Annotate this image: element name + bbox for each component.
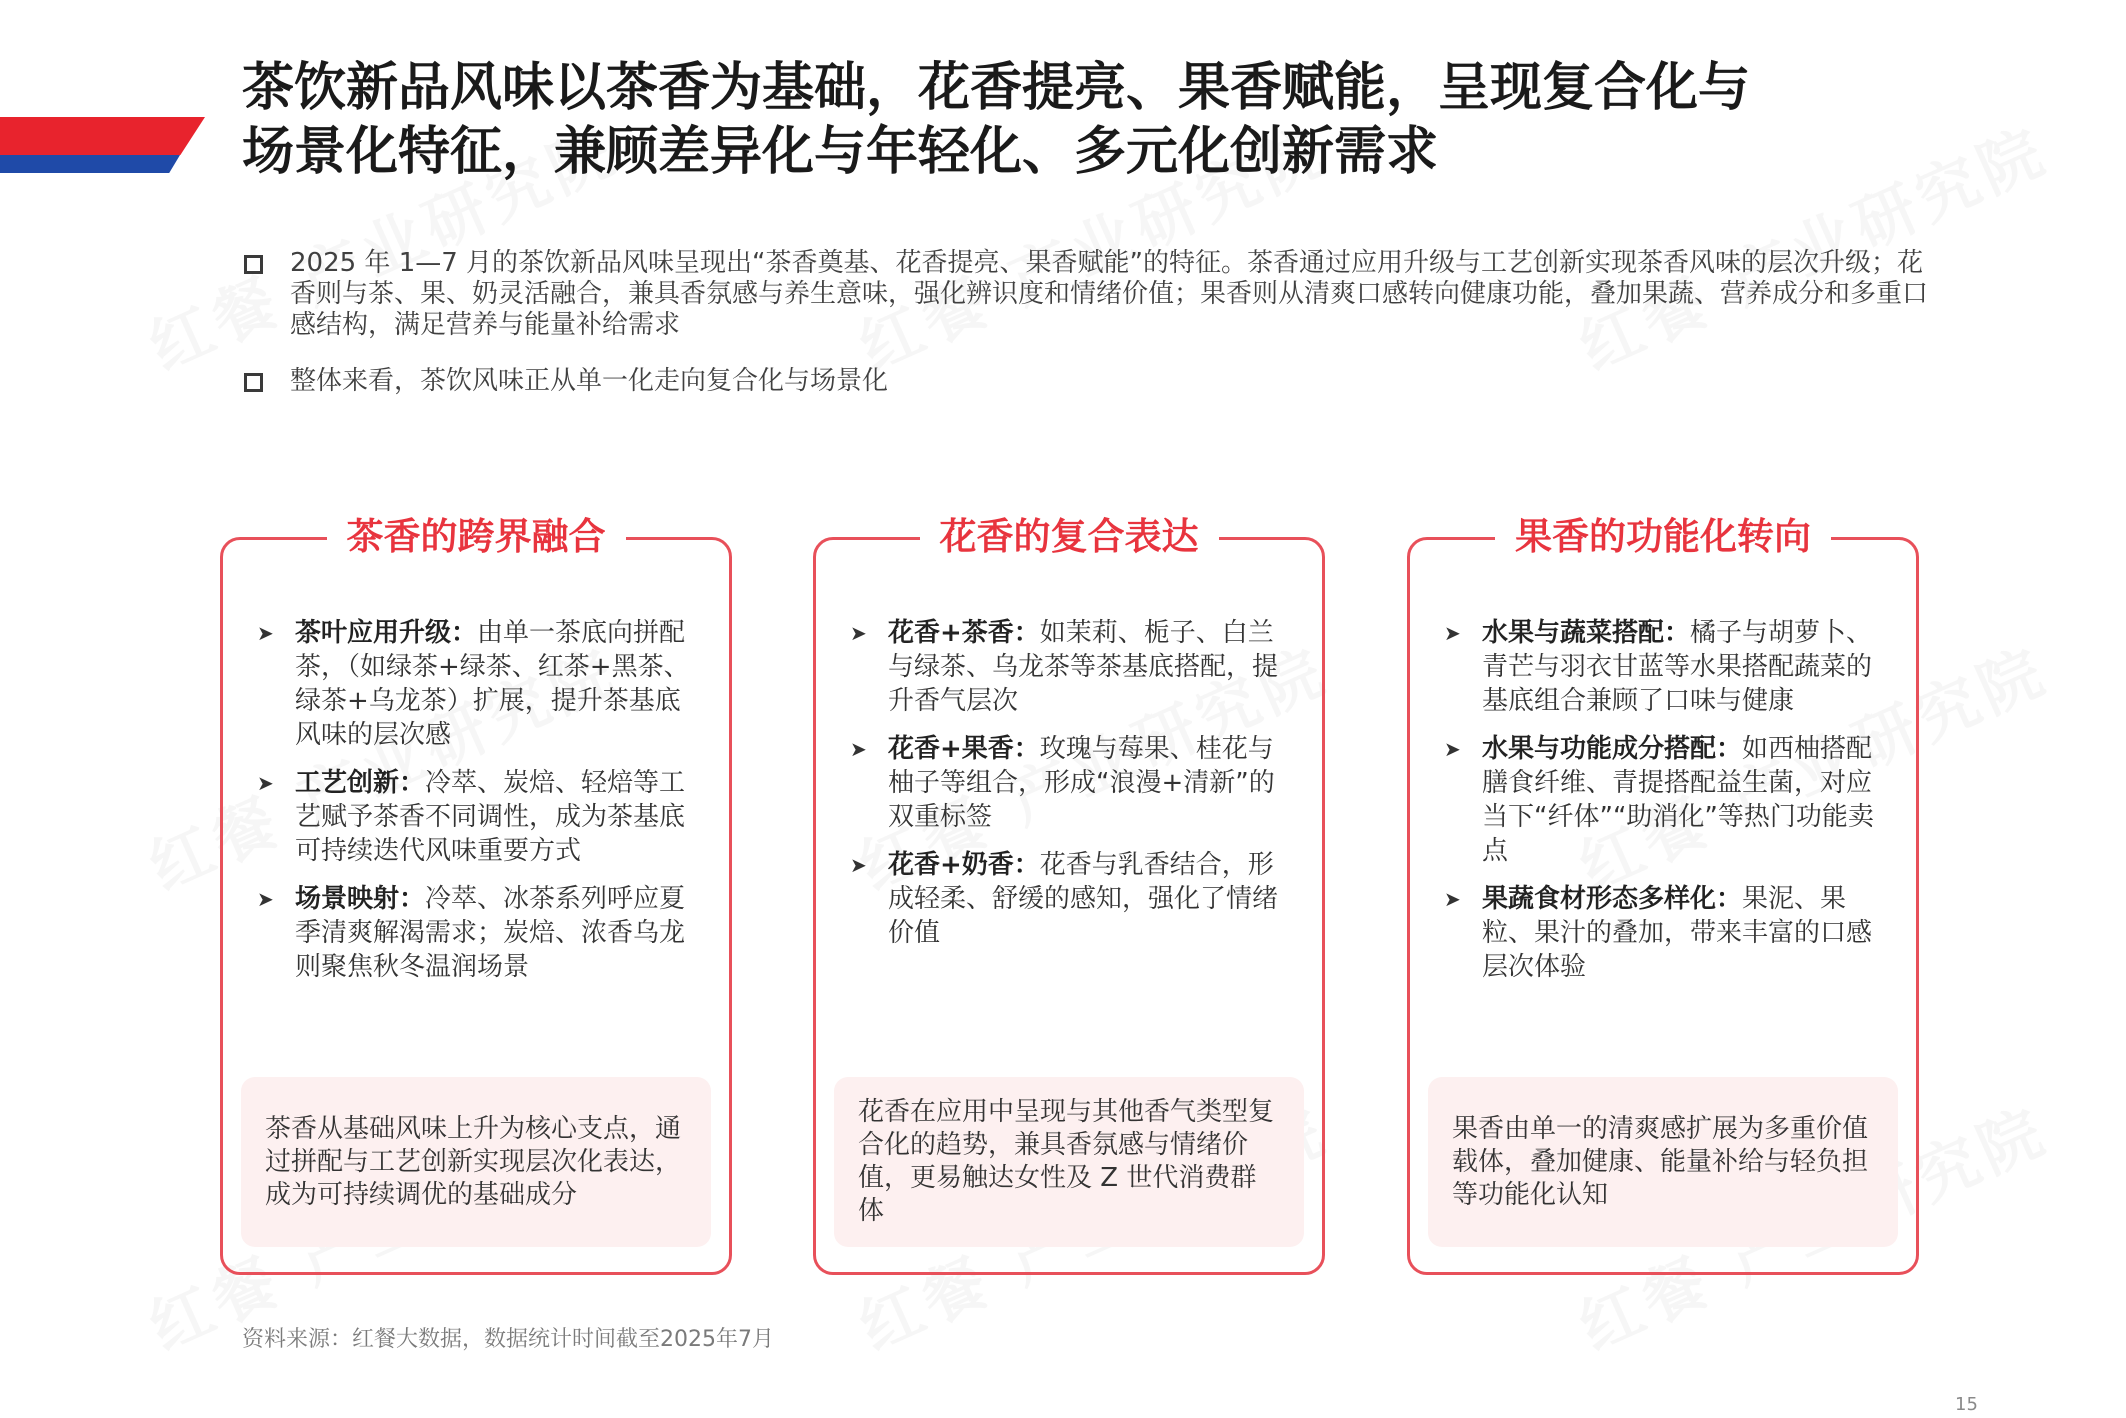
card-item-label: 花香+奶香： [888,850,1040,880]
card-item [850,616,1298,718]
intro-bullet-text: 整体来看，茶饮风味正从单一化走向复合化与场景化 [290,366,889,396]
card-title: 花香的复合表达 [920,515,1219,558]
card-items [257,616,705,998]
arrow-bullet-icon: ➤ [257,771,274,795]
page-title [242,56,2062,184]
card-title: 茶香的跨界融合 [327,515,626,558]
square-bullet-icon [244,373,263,392]
card-summary [834,1077,1304,1247]
card-item [1444,882,1892,984]
card-item-label: 果蔬食材形态多样化： [1482,884,1743,914]
arrow-bullet-icon: ➤ [257,887,274,911]
arrow-bullet-icon: ➤ [257,621,274,645]
arrow-bullet-icon: ➤ [1444,621,1461,645]
card-item-label: 花香+果香： [888,734,1040,764]
card-item-label: 场景映射： [295,884,426,914]
intro-bullets [242,248,1942,422]
arrow-bullet-icon: ➤ [1444,737,1461,761]
card-item-text: 冷萃、炭焙、轻焙等工艺赋予茶香不同调性，成为茶基底可持续迭代风味重要方式 [295,768,686,866]
card-item-text: 橘子与胡萝卜、青芒与羽衣甘蓝等水果搭配蔬菜的基底组合兼顾了口味与健康 [1482,618,1873,716]
intro-bullet-text: 2025 年 1—7 月的茶饮新品风味呈现出“茶香奠基、花香提亮、果香赋能”的特征。茶香通过应用升级与工艺创新实现茶香风味的层次升级；花香则与茶、果、奶灵活融合，兼具香氛感与养生意味，强化辨识度和情绪价值；果香则从清爽口感转向健康功能，叠加果蔬、营养成分和多重口感结构，满足营养与能量补给需求 [290,248,1929,340]
card-item-label: 茶叶应用升级： [295,618,478,648]
card-item-label: 花香+茶香： [888,618,1040,648]
arrow-bullet-icon: ➤ [850,853,867,877]
card-item-text: 如茉莉、栀子、白兰与绿茶、乌龙茶等茶基底搭配，提升香气层次 [888,618,1279,716]
page-title-line-1: 茶饮新品风味以茶香为基础，花香提亮、果香赋能，呈现复合化与 [242,58,1751,118]
card-items [850,616,1298,964]
card-item-text: 由单一茶底向拼配茶，（如绿茶+绿茶、红茶+黑茶、绿茶+乌龙茶）扩展，提升茶基底风味的层次感 [295,618,690,750]
card-item-text: 如西柚搭配膳食纤维、青提搭配益生菌，对应当下“纤体”“助消化”等热门功能卖点 [1482,734,1874,866]
card-items [1444,616,1892,998]
page-title-line-2: 场景化特征，兼顾差异化与年轻化、多元化创新需求 [242,122,1439,182]
card-item-label: 工艺创新： [295,768,426,798]
card-item [1444,616,1892,718]
card-item [1444,732,1892,868]
card-title: 果香的功能化转向 [1495,515,1831,558]
card-item [257,766,705,868]
accent-bar-blue [0,155,180,173]
card-item-text: 冷萃、冰茶系列呼应夏季清爽解渴需求；炭焙、浓香乌龙则聚焦秋冬温润场景 [295,884,686,982]
page-number: 15 [1955,1394,1978,1415]
card-fruit-aroma [1407,515,1919,1275]
arrow-bullet-icon: ➤ [850,737,867,761]
card-summary [241,1077,711,1247]
card-item-label: 水果与蔬菜搭配： [1482,618,1691,648]
arrow-bullet-icon: ➤ [850,621,867,645]
card-item-text: 玫瑰与莓果、桂花与柚子等组合，形成“浪漫+清新”的双重标签 [888,734,1275,832]
intro-bullet [242,248,1942,341]
card-item [257,616,705,752]
card-item [257,882,705,984]
arrow-bullet-icon: ➤ [1444,887,1461,911]
card-item [850,848,1298,950]
card-item [850,732,1298,834]
card-summary-text: 花香在应用中呈现与其他香气类型复合化的趋势，兼具香氛感与情绪价值，更易触达女性及 Z 世代消费群体 [858,1097,1275,1226]
square-bullet-icon [244,255,263,274]
card-item-text: 花香与乳香结合，形成轻柔、舒缓的感知，强化了情绪价值 [888,850,1279,948]
card-summary-text: 果香由单一的清爽感扩展为多重价值载体，叠加健康、能量补给与轻负担等功能化认知 [1452,1113,1869,1210]
card-summary [1428,1077,1898,1247]
card-tea-aroma [220,515,732,1275]
card-item-label: 水果与功能成分搭配： [1482,734,1743,764]
accent-bar-red [0,117,205,155]
data-source-note: 资料来源：红餐大数据，数据统计时间截至2025年7月 [242,1327,774,1352]
intro-bullet [242,366,1942,397]
card-summary-text: 茶香从基础风味上升为核心支点，通过拼配与工艺创新实现层次化表达，成为可持续调优的基础成分 [265,1113,682,1210]
card-floral-aroma [813,515,1325,1275]
card-item-text: 果泥、果粒、果汁的叠加，带来丰富的口感层次体验 [1482,884,1873,982]
